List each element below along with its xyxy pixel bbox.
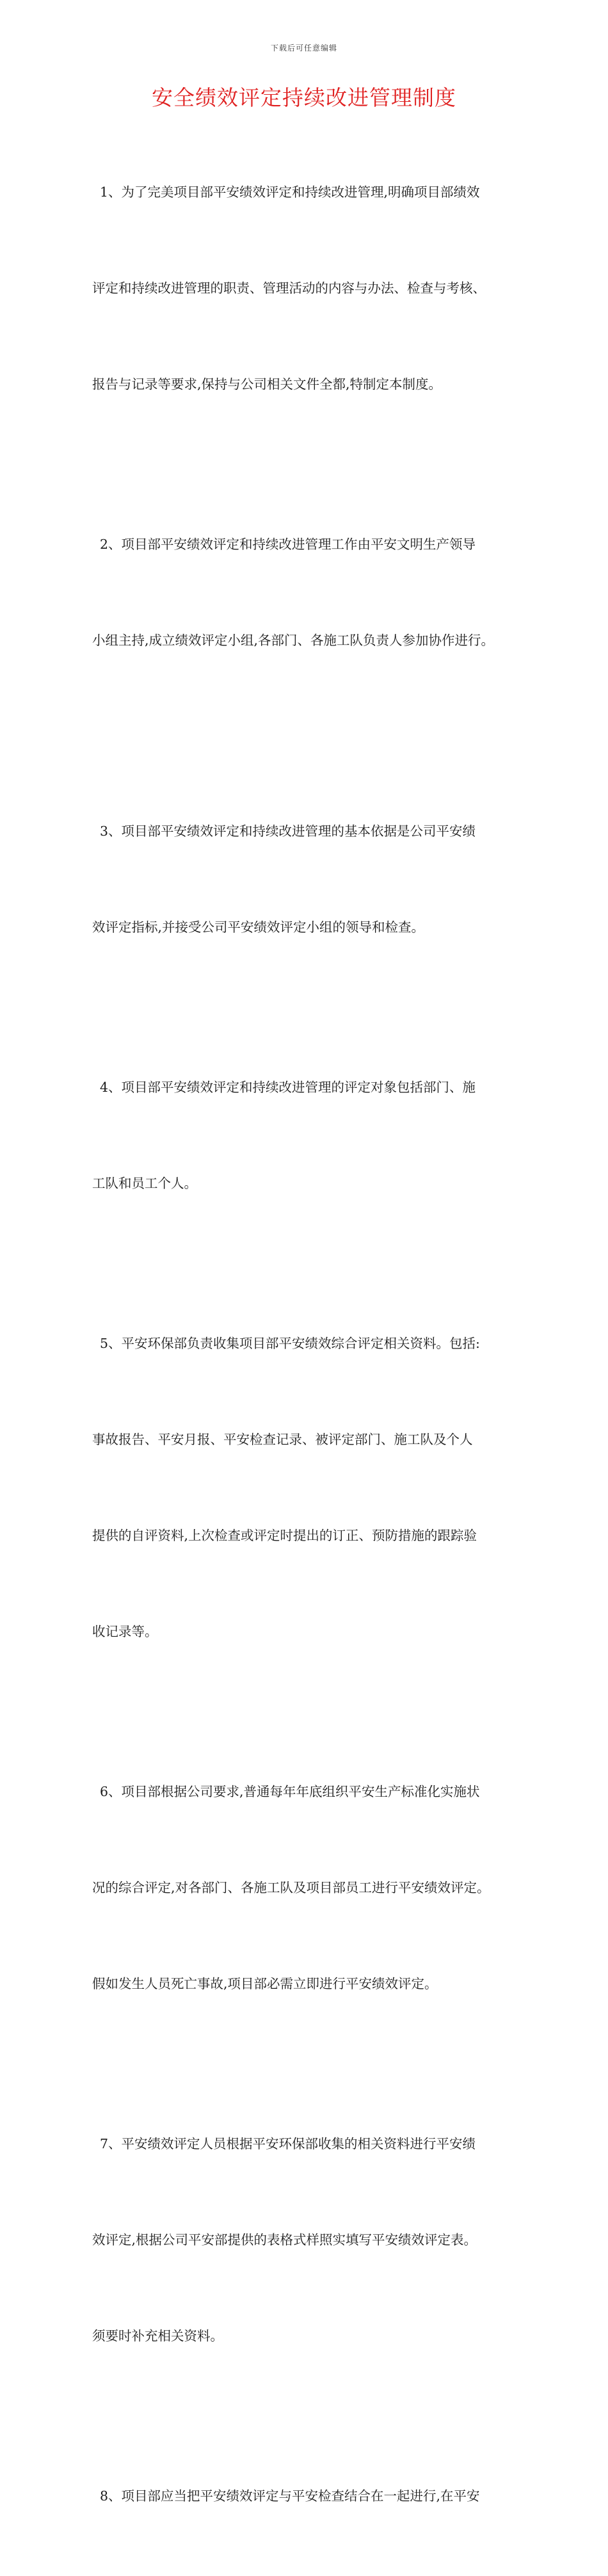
paragraph-line: 提供的自评资料,上次检查或评定时提出的订正、预防措施的跟踪验 — [92, 1528, 477, 1543]
paragraph-line: 须要时补充相关资料。 — [92, 2328, 223, 2344]
paragraph-line: 7、平安绩效评定人员根据平安环保部收集的相关资料进行平安绩 — [100, 2136, 476, 2151]
document-body — [92, 112, 527, 2576]
paragraph-gap — [92, 720, 527, 751]
paragraph-line: 工队和员工个人。 — [92, 1176, 197, 1191]
paragraph-line: 2、项目部平安绩效评定和持续改进管理工作由平安文明生产领导 — [100, 537, 476, 552]
paragraph-line: 况的综合评定,对各部门、各施工队及项目部员工进行平安绩效评定。 — [92, 1880, 490, 1895]
paragraph-line: 效评定,根据公司平安部提供的表格式样照实填写平安绩效评定表。 — [92, 2232, 477, 2248]
paragraph-line: 5、平安环保部负责收集项目部平安绩效综合评定相关资料。包括: — [100, 1336, 480, 1351]
paragraph-4 — [92, 1007, 527, 1263]
paragraph-1 — [92, 112, 527, 464]
paragraph-5 — [92, 1263, 527, 1712]
paragraph-line: 小组主持,成立绩效评定小组,各部门、各施工队负责人参加协作进行。 — [92, 633, 495, 648]
paragraph-7 — [92, 2064, 527, 2416]
paragraph-line: 8、项目部应当把平安绩效评定与平安检查结合在一起进行,在平安 — [100, 2488, 480, 2504]
paragraph-line: 效评定指标,并接受公司平安绩效评定小组的领导和检查。 — [92, 919, 425, 935]
document-title: 安全绩效评定持续改进管理制度 — [152, 85, 456, 110]
paragraph-line: 1、为了完美项目部平安绩效评定和持续改进管理,明确项目部绩效 — [100, 184, 480, 200]
paragraph-3 — [92, 751, 527, 1007]
paragraph-line: 收记录等。 — [92, 1624, 158, 1639]
paragraph-line: 3、项目部平安绩效评定和持续改进管理的基本依据是公司平安绩 — [100, 823, 476, 839]
paragraph-line: 假如发生人员死亡事故,项目部必需立即进行平安绩效评定。 — [92, 1976, 438, 1991]
paragraph-line: 6、项目部根据公司要求,普通每年年底组织平安生产标准化实施状 — [100, 1784, 480, 1799]
paragraph-8 — [92, 2416, 527, 2576]
header-note: 下载后可任意编辑 — [270, 44, 337, 53]
paragraph-2 — [92, 464, 527, 720]
paragraph-line: 事故报告、平安月报、平安检查记录、被评定部门、施工队及个人 — [92, 1432, 473, 1447]
paragraph-line: 评定和持续改进管理的职责、管理活动的内容与办法、检查与考核、 — [92, 280, 486, 296]
paragraph-line: 4、项目部平安绩效评定和持续改进管理的评定对象包括部门、施 — [100, 1080, 476, 1095]
paragraph-6 — [92, 1712, 527, 2064]
paragraph-line: 报告与记录等要求,保持与公司相关文件全都,特制定本制度。 — [92, 377, 442, 392]
